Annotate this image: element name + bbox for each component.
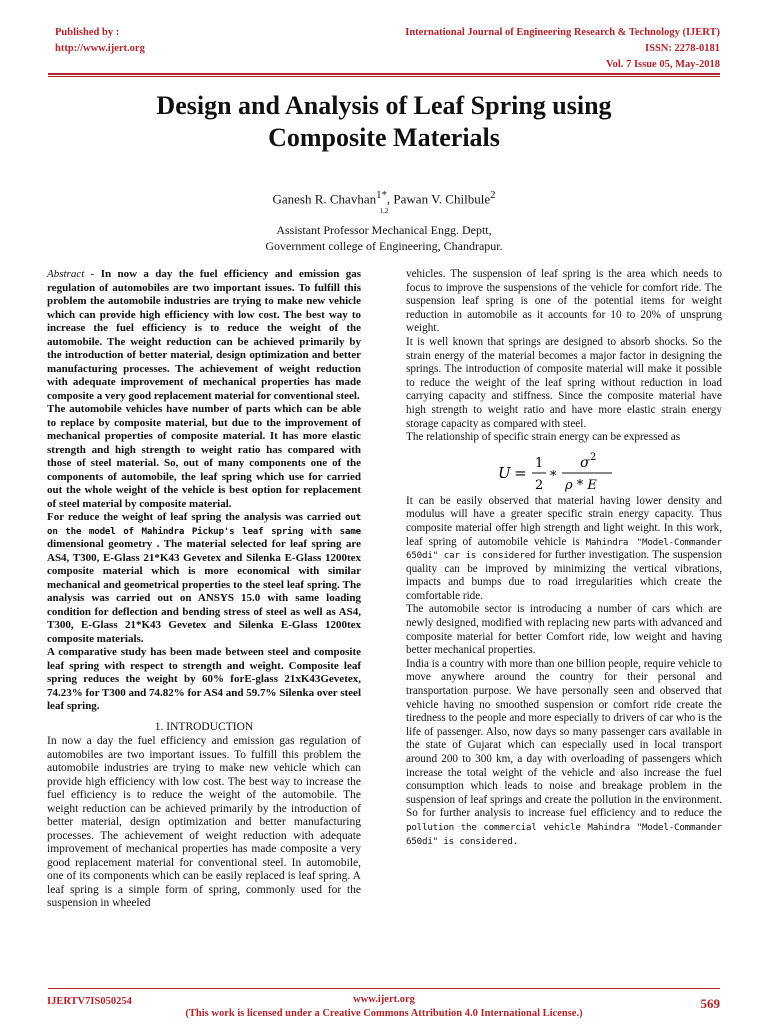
equation-num-2: σ bbox=[580, 454, 590, 471]
body-p4-start: It can be easily observed that material having lower density and modulus will have a greater specific strain energy capacity. Thus composite material offer high strength and light weight. In this work, leaf spring of automobile vehicle is bbox=[406, 494, 722, 548]
paper-id: IJERTV7IS050254 bbox=[47, 996, 132, 1007]
equation-den-1: 2 bbox=[535, 477, 544, 493]
affiliation-dept: Assistant Professor Mechanical Engg. Deptt, bbox=[276, 223, 492, 237]
equation-graphic bbox=[494, 449, 634, 495]
volume-issue: Vol. 7 Issue 05, May-2018 bbox=[606, 59, 720, 70]
paper-title-line1: Design and Analysis of Leaf Spring using bbox=[156, 91, 612, 120]
abstract-p3-model: out on the model of Mahindra Pickup's leaf spring with same bbox=[47, 512, 361, 537]
footer-rule bbox=[48, 988, 720, 989]
author-2-marker: 2 bbox=[490, 189, 496, 201]
header-rule-top bbox=[48, 73, 720, 75]
affiliation-line1 bbox=[0, 203, 768, 238]
equation-lhs: U bbox=[498, 463, 511, 482]
equation-times: * bbox=[550, 468, 557, 484]
body-paragraph-4 bbox=[406, 495, 722, 604]
abstract-p3-start: For reduce the weight of leaf spring the analysis was carried bbox=[47, 511, 342, 523]
abstract-paragraph-1 bbox=[47, 268, 361, 403]
equation-equals: = bbox=[514, 463, 527, 482]
section-heading-introduction: 1. INTRODUCTION bbox=[154, 720, 254, 733]
left-column bbox=[47, 268, 361, 911]
body-p6-model: pollution the commercial vehicle Mahindra "Model-Commander 650di" is considered. bbox=[406, 821, 722, 847]
equation-num-1: 1 bbox=[535, 455, 544, 471]
body-paragraph-3: The relationship of specific strain energy can be expressed as bbox=[406, 431, 681, 444]
body-paragraph-1: vehicles. The suspension of leaf spring is the area which needs to focus to improve the suspensions of the vehicle for comfort ride. The suspension leaf spring is one of the potential items for weight reduction in automobile as it accounts for 10 to 20% of unsprung weight. bbox=[406, 268, 722, 335]
header-rule-bottom bbox=[48, 76, 720, 77]
affiliation-marker: 1,2 bbox=[379, 207, 389, 215]
body-paragraph-6 bbox=[406, 658, 722, 848]
abstract-paragraph-4: A comparative study has been made between steel and composite leaf spring with respect to strength and weight. Composite leaf spring reduces the weight by 60% forE-glass 21xK43Gevetex, 74.23% for T300 and 74.82% for AS4 and 59.7% Silenka over steel leaf spring. bbox=[47, 646, 361, 712]
journal-url-link[interactable]: http://www.ijert.org bbox=[55, 43, 145, 54]
header-left bbox=[55, 25, 145, 57]
equation-den-2: ρ * E bbox=[565, 477, 597, 493]
abstract bbox=[47, 268, 361, 714]
paper-title-line2: Composite Materials bbox=[268, 123, 500, 152]
body-paragraph-5: The automobile sector is introducing a number of cars which are newly designed, modified with replacing new parts with advanced and composite material for better Comfort ride, low weight and having better mechanical properties. bbox=[406, 603, 722, 657]
author-2-name: Pawan V. Chilbule bbox=[393, 191, 491, 207]
issn: ISSN: 2278-0181 bbox=[645, 43, 720, 54]
journal-name: International Journal of Engineering Research & Technology (IJERT) bbox=[405, 27, 720, 38]
author-1-name: Ganesh R. Chavhan bbox=[272, 191, 377, 207]
abstract-paragraph-2: The automobile vehicles have number of parts which can be able to replace by composite material, but due to the improvement of mechanical properties of composite material. It has more elastic strength and high strength to weight ratio has compared with those of steel material. So, out of many components one of the components of automobile, the leaf spring which use for carried out the whole weight of the vehicle is best option for replacement of steel material by composite material. bbox=[47, 403, 361, 510]
abstract-p3-rest: dimensional geometry . The material selected for leaf spring are AS4, T300, E-Glass 21*K43 Gevetex and Silenka E-Glass 1200tex composite material which is more economical with similar mechanical and geometrical properties to the steel leaf spring. The analysis was carried out on ANSYS 15.0 with same loading condition for deflection and bending stress of steel as well as AS4, T300, E-Glass 21*K43 Gevetex and Silenka E-Glass 1200tex composite materials. bbox=[47, 538, 361, 645]
abstract-paragraph-3 bbox=[47, 511, 361, 646]
author-1-marker: 1* bbox=[376, 189, 387, 201]
paper-title bbox=[0, 90, 768, 154]
equation-num-2-exponent: 2 bbox=[590, 451, 597, 463]
body-p4-model: Mahindra "Model-Commander 650di" car is considered bbox=[406, 536, 722, 562]
affiliation-line2: Government college of Engineering, Chandrapur. bbox=[265, 239, 503, 253]
license-note: (This work is licensed under a Creative Commons Attribution 4.0 International License.) bbox=[185, 1008, 583, 1019]
introduction-paragraph: In now a day the fuel efficiency and emission gas regulation of automobiles are two important issues. To fulfill this problem the automobile industries are trying to make new vehicle which can provide high efficiency with low cost. The best way to increase the fuel efficiency is to reduce the weight of the automobile. The weight reduction can be achieved primarily by the introduction of better material, design optimization and better manufacturing processes. The achievement of weight reduction with adequate improvement of mechanical properties has made composite a very good replacement material for conventional steel. In automobile, one of its components which can be easily replaced is leaf spring. A leaf spring is a simple form of spring, commonly used for the suspension in wheeled bbox=[47, 735, 361, 909]
strain-energy-equation bbox=[406, 446, 722, 494]
body-p4-rest: for further investigation. The suspension quality can be improved by minimizing the vertical vibrations, impacts and bumps due to road irregularities which create the comfortable ride. bbox=[406, 549, 723, 602]
author-separator: , bbox=[386, 191, 394, 207]
right-column bbox=[406, 268, 722, 848]
header-right bbox=[405, 25, 720, 73]
body-p6-start: India is a country with more than one billion people, require vehicle to move anywhere around the country for their personal and transportation purpose. We have personally seen and observed that vehicle having no smoothed suspension or comfort ride create the tiredness to the people and more especially to drivers of car who is the life of passenger. Also, now days so many passenger cars available in the state of Gujarat which can especially used in local transport around 200 to 300 km, a day with overloading of passengers which increase the total weight of the vehicle and also increase the fuel consumption which leads to noise and breakage problem in the suspension of leaf springs and create the pollution in the environment. So for further analysis to increase fuel efficiency and to reduce the bbox=[406, 657, 722, 820]
page-number: 569 bbox=[700, 996, 720, 1011]
body-paragraph-2: It is well known that springs are designed to absorb shocks. So the strain energy of the material becomes a major factor in designing the springs. The introduction of composite material will make it possible to reduce the weight of the leaf spring without reduction in load carrying capacity and stiffness. Since the composite material have high strength to weight ratio and have more elastic strain energy storage capacity as compared with steel. bbox=[406, 335, 722, 430]
footer-url-link[interactable]: www.ijert.org bbox=[353, 994, 415, 1005]
abstract-label: Abstract - bbox=[47, 268, 95, 280]
published-by-label: Published by : bbox=[55, 27, 120, 38]
abstract-p1-text: In now a day the fuel efficiency and emission gas regulation of automobiles are two important issues. To fulfill this problem the automobile industries are trying to make new vehicle which can provide high efficiency with low cost. The best way to increase the fuel efficiency is to reduce the weight of the automobile. The weight reduction can be achieved primarily by the introduction of better material, design optimization and better manufacturing processes. The achievement of weight reduction with adequate improvement of mechanical properties has made composite a very good replacement material for conventional steel. bbox=[47, 268, 361, 402]
affiliation bbox=[0, 203, 768, 254]
